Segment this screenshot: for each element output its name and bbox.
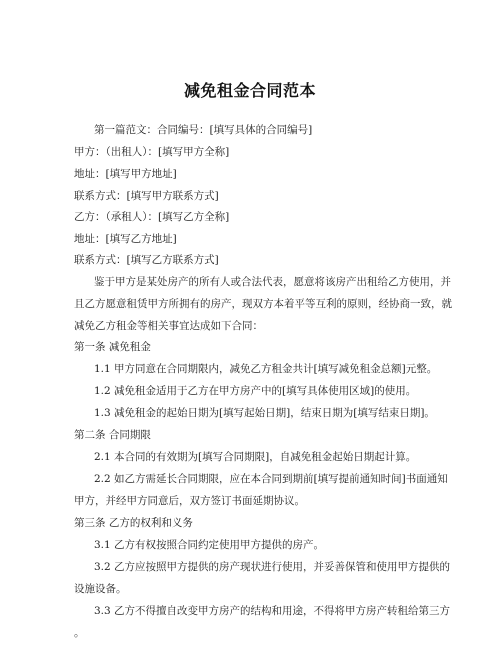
party-a-contact-line: 联系方式：[填写甲方联系方式] (74, 190, 219, 202)
article-1-heading: 第一条 减免租金 (74, 341, 151, 353)
document-title: 减免租金合同范本 (183, 81, 316, 100)
party-b-address-line: 地址：[填写乙方地址] (74, 233, 177, 245)
party-a-address-line: 地址：[填写甲方地址] (74, 168, 177, 180)
party-b-line: 乙方：（承租人）：[填写乙方全称] (74, 211, 230, 223)
article-2-heading: 第二条 合同期限 (74, 429, 151, 441)
preamble-line-3: 减免乙方租金等相关事宜达成如下合同： (74, 320, 263, 332)
contract-number-line: 第一篇范文：合同编号：[填写具体的合同编号] (94, 124, 313, 136)
clause-2-2-line-2: 甲方，并经甲方同意后，双方签订书面延期协议。 (74, 495, 305, 507)
clause-3-3-line-1: 3.3 乙方不得擅自改变甲方房产的结构和用途，不得将甲方房产转租给第三方 (94, 605, 451, 617)
party-b-contact-line: 联系方式：[填写乙方联系方式] (74, 254, 219, 266)
party-a-line: 甲方：（出租人）：[填写甲方全称] (74, 146, 230, 158)
clause-3-2-line-1: 3.2 乙方应按照甲方提供的房产现状进行使用，并妥善保管和使用甲方提供的 (94, 561, 451, 573)
clause-3-3-line-2: 。 (74, 627, 85, 639)
preamble-line-1: 鉴于甲方是某处房产的所有人或合法代表，愿意将该房产出租给乙方使用，并 (94, 276, 451, 288)
clause-1-1: 1.1 甲方同意在合同期限内，减免乙方租金共计[填写减免租金总额]元整。 (94, 363, 438, 375)
article-3-heading: 第三条 乙方的权利和义务 (74, 517, 193, 529)
clause-2-2-line-1: 2.2 如乙方需延长合同期限，应在本合同到期前[填写提前通知时间]书面通知 (94, 473, 448, 485)
clause-2-1: 2.1 本合同的有效期为[填写合同期限]，自减免租金起始日期起计算。 (94, 451, 417, 463)
clause-1-3: 1.3 减免租金的起始日期为[填写起始日期]，结束日期为[填写结束日期]。 (94, 407, 435, 419)
clause-3-1: 3.1 乙方有权按照合同约定使用甲方提供的房产。 (94, 539, 325, 551)
clause-1-2: 1.2 减免租金适用于乙方在甲方房产中的[填写具体使用区域]的使用。 (94, 385, 417, 397)
clause-3-2-line-2: 设施设备。 (74, 583, 127, 595)
preamble-line-2: 且乙方愿意租赁甲方所拥有的房产，现双方本着平等互利的原则，经协商一致，就 (74, 298, 452, 310)
